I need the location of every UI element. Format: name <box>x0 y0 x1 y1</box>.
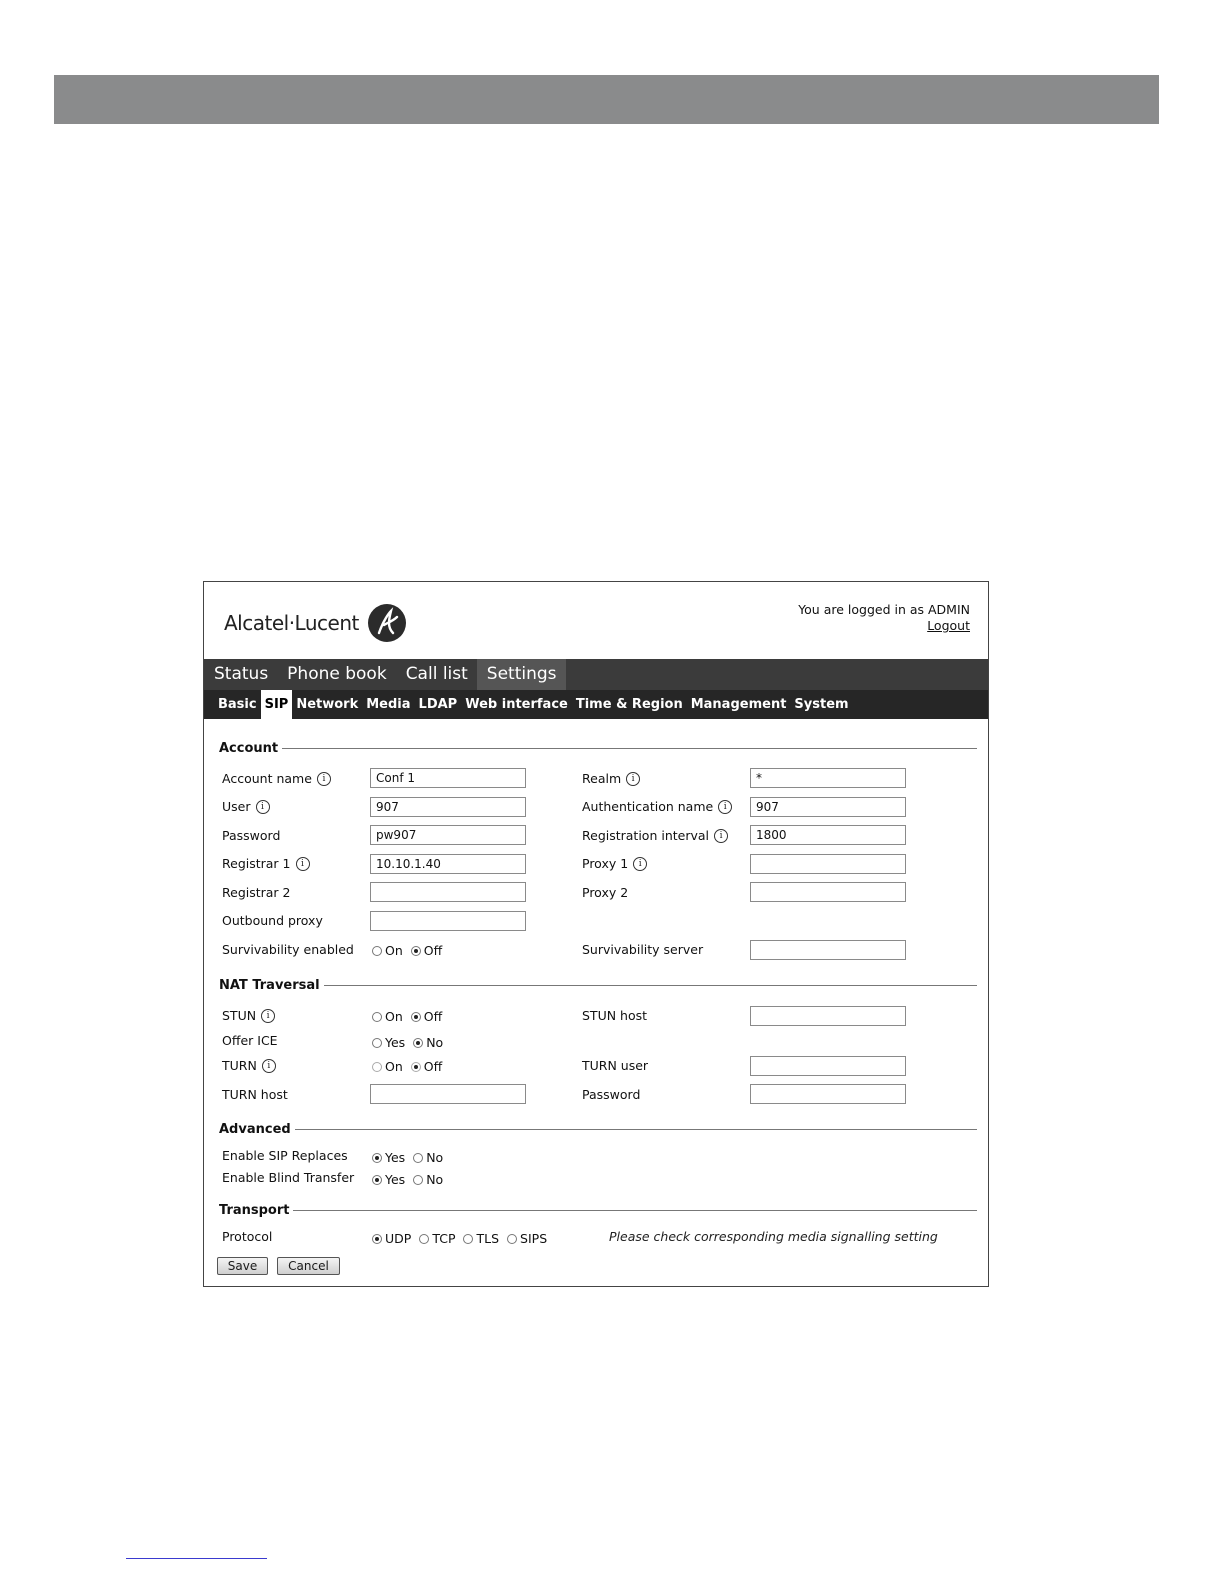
subtab-system[interactable]: System <box>794 697 849 712</box>
login-status <box>798 602 970 634</box>
survivability-on-option[interactable]: On <box>372 943 403 958</box>
protocol-tls-option[interactable]: TLS <box>463 1231 499 1246</box>
protocol-radio-group <box>372 1231 555 1246</box>
proxy1-label: Proxy 1 i <box>582 856 647 871</box>
section-nat-title: NAT Traversal <box>219 978 320 993</box>
stun-host-label: STUN host <box>582 1008 648 1023</box>
radio-icon <box>413 1175 423 1185</box>
registrar2-label: Registrar 2 <box>222 885 291 900</box>
main-nav <box>204 659 988 690</box>
cancel-button[interactable]: Cancel <box>277 1257 340 1275</box>
subtab-web-interface[interactable]: Web interface <box>465 697 568 712</box>
subtab-media[interactable]: Media <box>366 697 411 712</box>
protocol-note: Please check corresponding media signalling setting <box>609 1229 938 1244</box>
info-icon[interactable]: i <box>718 800 732 814</box>
footer-link-rule <box>126 1558 267 1559</box>
turn-password-input[interactable] <box>750 1084 906 1104</box>
turn-label: TURN i <box>222 1058 276 1073</box>
radio-selected-icon <box>372 1175 382 1185</box>
radio-icon <box>372 1038 382 1048</box>
turn-user-input[interactable] <box>750 1056 906 1076</box>
blind-transfer-yes-option[interactable]: Yes <box>372 1172 405 1187</box>
section-account <box>219 741 977 756</box>
info-icon[interactable]: i <box>633 857 647 871</box>
radio-icon <box>372 1062 382 1072</box>
user-label: User i <box>222 799 270 814</box>
stun-label: STUN i <box>222 1008 275 1023</box>
radio-selected-icon <box>372 1153 382 1163</box>
tab-status[interactable]: Status <box>214 664 269 684</box>
protocol-udp-option[interactable]: UDP <box>372 1231 411 1246</box>
proxy2-input[interactable] <box>750 882 906 902</box>
realm-input[interactable]: * <box>750 768 906 788</box>
stun-host-input[interactable] <box>750 1006 906 1026</box>
section-advanced-title: Advanced <box>219 1122 291 1137</box>
password-input[interactable]: pw907 <box>370 825 526 845</box>
section-advanced <box>219 1122 977 1137</box>
logout-link[interactable]: Logout <box>927 618 970 633</box>
sip-replaces-no-option[interactable]: No <box>413 1150 443 1165</box>
account-name-label: Account name i <box>222 771 331 786</box>
info-icon[interactable]: i <box>256 800 270 814</box>
subtab-management[interactable]: Management <box>690 697 787 712</box>
offer-ice-yes-option[interactable]: Yes <box>372 1035 405 1050</box>
survivability-label: Survivability enabled <box>222 942 354 957</box>
sip-replaces-label: Enable SIP Replaces <box>222 1148 348 1163</box>
brand <box>224 602 407 644</box>
subtab-basic[interactable]: Basic <box>218 697 257 712</box>
offer-ice-label: Offer ICE <box>222 1033 278 1048</box>
settings-sub-nav <box>204 690 988 719</box>
turn-off-option[interactable]: Off <box>411 1059 442 1074</box>
subtab-time-region[interactable]: Time & Region <box>575 697 683 712</box>
info-icon[interactable]: i <box>626 772 640 786</box>
auth-name-input[interactable]: 907 <box>750 797 906 817</box>
account-name-input[interactable]: Conf 1 <box>370 768 526 788</box>
registrar2-input[interactable] <box>370 882 526 902</box>
proxy1-input[interactable] <box>750 854 906 874</box>
survivability-server-input[interactable] <box>750 940 906 960</box>
section-transport <box>219 1203 977 1218</box>
turn-password-label: Password <box>582 1087 641 1102</box>
sip-replaces-yes-option[interactable]: Yes <box>372 1150 405 1165</box>
tab-settings[interactable]: Settings <box>477 659 566 690</box>
radio-icon <box>463 1234 473 1244</box>
user-input[interactable]: 907 <box>370 797 526 817</box>
password-label: Password <box>222 828 281 843</box>
realm-label: Realm i <box>582 771 640 786</box>
blind-transfer-no-option[interactable]: No <box>413 1172 443 1187</box>
radio-selected-icon <box>411 1062 421 1072</box>
info-icon[interactable]: i <box>317 772 331 786</box>
radio-icon <box>507 1234 517 1244</box>
offer-ice-radio-group <box>372 1035 451 1050</box>
info-icon[interactable]: i <box>296 857 310 871</box>
outbound-proxy-input[interactable] <box>370 911 526 931</box>
subtab-network[interactable]: Network <box>296 697 359 712</box>
header-band <box>54 75 1159 124</box>
protocol-sips-option[interactable]: SIPS <box>507 1231 547 1246</box>
stun-off-option[interactable]: Off <box>411 1009 442 1024</box>
logged-in-text: You are logged in as ADMIN <box>798 602 970 617</box>
offer-ice-no-option[interactable]: No <box>413 1035 443 1050</box>
subtab-ldap[interactable]: LDAP <box>418 697 458 712</box>
turn-host-input[interactable] <box>370 1084 526 1104</box>
brand-name: Alcatel·Lucent <box>224 611 359 635</box>
tab-call-list[interactable]: Call list <box>405 664 468 684</box>
radio-selected-icon <box>372 1234 382 1244</box>
info-icon[interactable]: i <box>714 829 728 843</box>
save-button[interactable]: Save <box>217 1257 268 1275</box>
alcatel-lucent-logo-icon <box>367 603 407 643</box>
radio-icon <box>413 1153 423 1163</box>
outbound-proxy-label: Outbound proxy <box>222 913 323 928</box>
auth-name-label: Authentication name i <box>582 799 732 814</box>
subtab-sip[interactable]: SIP <box>261 690 293 719</box>
survivability-radio-group <box>372 943 450 958</box>
reg-interval-label: Registration interval i <box>582 828 728 843</box>
proxy2-label: Proxy 2 <box>582 885 629 900</box>
stun-radio-group <box>372 1009 450 1024</box>
reg-interval-input[interactable]: 1800 <box>750 825 906 845</box>
blind-transfer-label: Enable Blind Transfer <box>222 1170 355 1185</box>
registrar1-label: Registrar 1 i <box>222 856 310 871</box>
turn-on-option[interactable]: On <box>372 1059 403 1074</box>
radio-selected-icon <box>411 1012 421 1022</box>
radio-icon <box>372 1012 382 1022</box>
section-transport-title: Transport <box>219 1203 290 1218</box>
sip-replaces-radio-group <box>372 1150 451 1165</box>
turn-user-label: TURN user <box>582 1058 649 1073</box>
radio-icon <box>419 1234 429 1244</box>
section-nat <box>219 978 977 993</box>
survivability-off-option[interactable]: Off <box>411 943 442 958</box>
radio-selected-icon <box>411 946 421 956</box>
radio-selected-icon <box>413 1038 423 1048</box>
radio-icon <box>372 946 382 956</box>
stun-on-option[interactable]: On <box>372 1009 403 1024</box>
tab-phone-book[interactable]: Phone book <box>287 664 387 684</box>
turn-radio-group <box>372 1059 450 1074</box>
turn-host-label: TURN host <box>222 1087 288 1102</box>
web-interface-window <box>203 581 989 1287</box>
info-icon[interactable]: i <box>262 1059 276 1073</box>
survivability-server-label: Survivability server <box>582 942 704 957</box>
blind-transfer-radio-group <box>372 1172 451 1187</box>
protocol-tcp-option[interactable]: TCP <box>419 1231 455 1246</box>
protocol-label: Protocol <box>222 1229 273 1244</box>
registrar1-input[interactable]: 10.10.1.40 <box>370 854 526 874</box>
info-icon[interactable]: i <box>261 1009 275 1023</box>
section-account-title: Account <box>219 741 279 756</box>
